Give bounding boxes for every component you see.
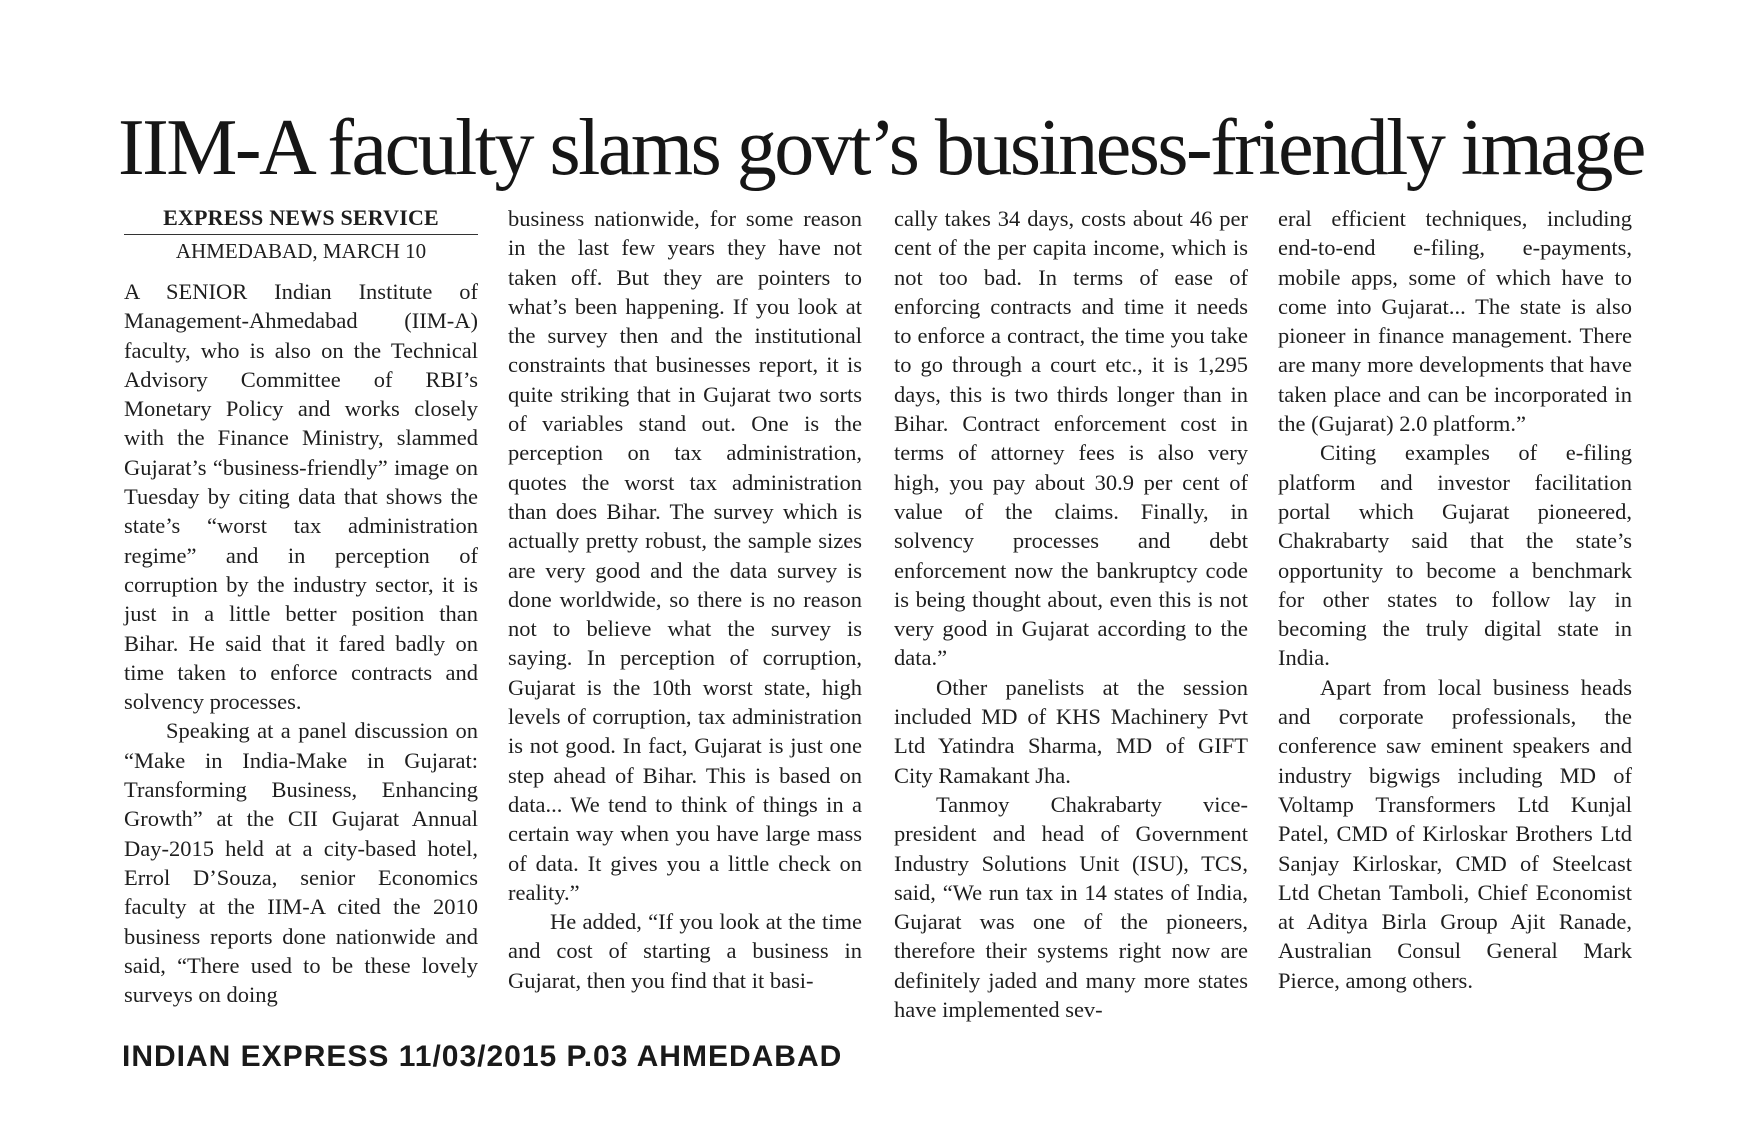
dateline: AHMEDABAD, MARCH 10 xyxy=(175,239,427,263)
paragraph: He added, “If you look at the time and cost of starting a business in Gujarat, then you find that it basi- xyxy=(508,909,862,993)
paragraph: Tanmoy Chakrabarty vice-president and head of Government Industry Solutions Unit (ISU), TCS, said, “We run tax in 14 states of India, Gujarat was one of the pioneers, therefore their systems right now are definitely jaded and many more states have implemented sev- xyxy=(894,791,1248,1023)
paragraph: Apart from local business heads and corporate professionals, the conference saw eminent speakers and industry bigwigs including MD of Voltamp Transformers Ltd Kunjal Patel, CMD of Kirloskar Brothers Ltd Sanjay Kirloskar, CMD of Steelcast Ltd Chetan Tamboli, Chief Economist at Aditya Birla Group Ajit Ranade, Australian Consul General Mark Pierce, among others. xyxy=(1278,674,1632,993)
paragraph: Citing examples of e-filing platform and investor facilitation portal which Gujarat pioneered, Chakrabarty said that the state’s opportunity to become a benchmark for other states to follow lay in becoming the truly digital state in India. xyxy=(1278,440,1632,671)
paragraph: Other panelists at the session included MD of KHS Machinery Pvt Ltd Yatindra Sharma, MD of GIFT City Ramakant Jha. xyxy=(894,674,1248,788)
headline: IIM-A faculty slams govt’s business-friendly image xyxy=(118,104,1644,192)
paragraph: Speaking at a panel discussion on “Make in India-Make in Gujarat: Transforming Business, Enhancing Growth” at the CII Gujarat Annual Day-2015 held at a city-based hotel, Errol D’Souza, senior Economics faculty at the IIM-A cited the 2010 business reports done nationwide and said, “There used to be these lovely surveys on doing xyxy=(124,718,478,1008)
paragraph: eral efficient techniques, including end-to-end e-filing, e-payments, mobile apps, some of which have to come into Gujarat... The state is also pioneer in finance management. There are many more developments that have taken place and can be incorporated in the (Gujarat) 2.0 platform.” xyxy=(1278,206,1632,437)
article-column-2 xyxy=(508,204,862,995)
byline: EXPRESS NEWS SERVICE xyxy=(163,205,439,230)
paragraph: business nationwide, for some reason in the last few years they have not taken off. But they are pointers to what’s been happening. If you look at the survey then and the institutional constraints that businesses report, it is quite striking that in Gujarat two sorts of variables stand out. One is the perception on tax administration, quotes the worst tax administration than does Bihar. The survey which is actually pretty robust, the sample sizes are very good and the data survey is done worldwide, so there is no reason not to believe what the survey is saying. In perception of corruption, Gujarat is the 10th worst state, high levels of corruption, tax administration is not good. In fact, Gujarat is just one step ahead of Bihar. This is based on data... We tend to think of things in a certain way when you have large mass of data. It gives you a little check on reality.” xyxy=(508,206,862,905)
byline-rule xyxy=(124,234,478,235)
source-footer: INDIAN EXPRESS 11/03/2015 P.03 AHMEDABAD xyxy=(122,1040,843,1073)
article-column-3 xyxy=(894,204,1248,1024)
paragraph: A SENIOR Indian Institute of Management-Ahmedabad (IIM-A) faculty, who is also on the Technical Advisory Committee of RBI’s Monetary Policy and works closely with the Finance Ministry, slammed Gujarat’s “business-friendly” image on Tuesday by citing data that shows the state’s “worst tax administration regime” and in perception of corruption by the industry sector, it is just in a little better position than Bihar. He said that it fared badly on time taken to enforce contracts and solvency processes. xyxy=(124,279,478,715)
paragraph: cally takes 34 days, costs about 46 per cent of the per capita income, which is not too bad. In terms of ease of enforcing contracts and time it needs to enforce a contract, the time you take to go through a court etc., it is 1,295 days, this is two thirds longer than in Bihar. Contract enforcement cost in terms of attorney fees is also very high, you pay about 30.9 per cent of value of the claims. Finally, in solvency processes and debt enforcement now the bankruptcy code is being thought about, even this is not very good in Gujarat according to the data.” xyxy=(894,206,1248,671)
article-column-1 xyxy=(124,204,478,1009)
article-column-4 xyxy=(1278,204,1632,995)
